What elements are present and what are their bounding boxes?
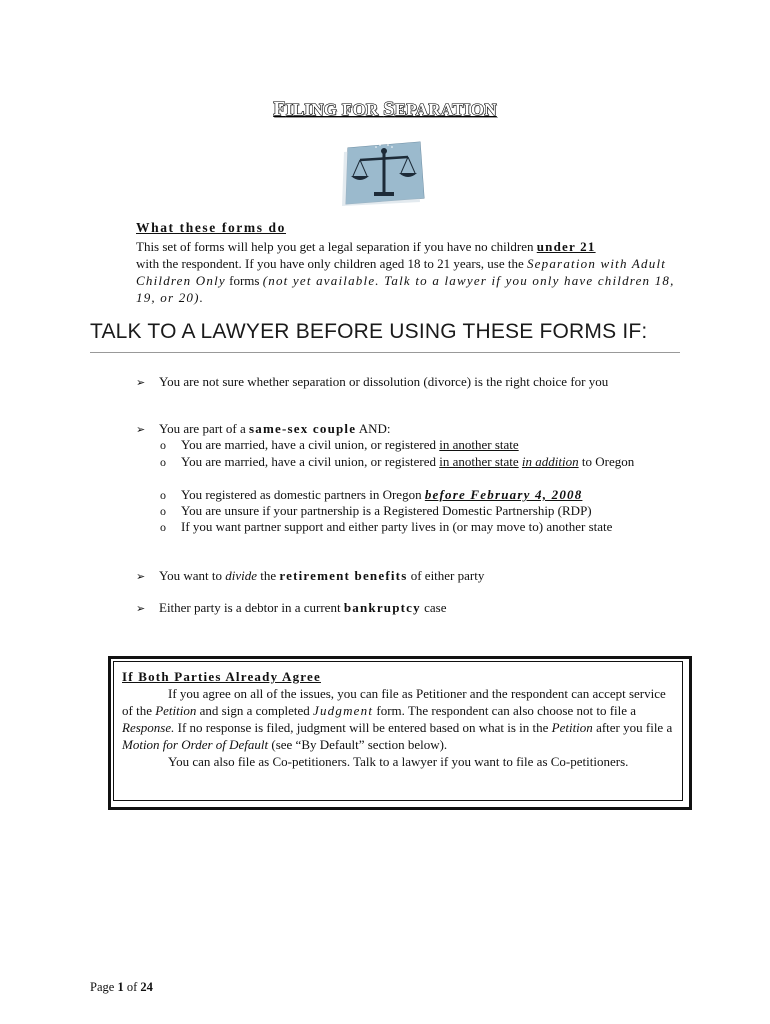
list-item: You registered as domestic partners in Oregon before February 4, 2008 [181, 487, 583, 502]
list-item: You are married, have a civil union, or registered in another state in addition to Oregon [181, 454, 635, 469]
lawyer-heading: TALK TO A LAWYER BEFORE USING THESE FORMS IF: [90, 320, 648, 343]
divider [90, 352, 680, 353]
box-paragraph: If you agree on all of the issues, you can file as Petitioner and the respondent can accept service of the Petition and sign a completed Judgment form. The respondent can also choose not to file a Response. If no response is filed, judgment will be entered based on what is in the Petition after you file a Motion for Order of Default (see “By Default” section below). [122, 686, 673, 752]
box-paragraph: You can also file as Co-petitioners. Talk to a lawyer if you want to file as Co-petitioners. [168, 754, 629, 769]
page-number: Page 1 of 24 [90, 980, 153, 994]
list-item: You want to divide the retirement benefits of either party [159, 568, 485, 583]
circle-bullet-icon: o [160, 504, 166, 518]
scales-of-justice-icon [340, 140, 426, 206]
circle-bullet-icon: o [160, 488, 166, 502]
arrow-bullet-icon: ➢ [136, 376, 146, 389]
circle-bullet-icon: o [160, 438, 166, 452]
list-item: You are unsure if your partnership is a Registered Domestic Partnership (RDP) [181, 503, 592, 518]
list-item: If you want partner support and either party lives in (or may move to) another state [181, 519, 613, 534]
list-item: You are married, have a civil union, or registered in another state [181, 437, 519, 452]
box-heading: If Both Parties Already Agree [122, 669, 321, 684]
agree-box [122, 668, 674, 770]
list-item: You are part of a same-sex couple AND: [159, 421, 391, 436]
intro-paragraph: This set of forms will help you get a legal separation if you have no children under 21 with the respondent. If you have only children aged 18 to 21 years, use the Separation with Adult Children Only forms (not yet available. Talk to a lawyer if you only have children 18, 19, or 20). [136, 239, 675, 305]
list-item: Either party is a debtor in a current bankruptcy case [159, 600, 447, 615]
arrow-bullet-icon: ➢ [136, 570, 146, 583]
page-title: FILING FOR SEPARATION [273, 98, 497, 120]
circle-bullet-icon: o [160, 455, 166, 469]
list-item: You are not sure whether separation or dissolution (divorce) is the right choice for you [159, 374, 609, 389]
circle-bullet-icon: o [160, 520, 166, 534]
section-heading: What these forms do [136, 220, 287, 235]
arrow-bullet-icon: ➢ [136, 602, 146, 615]
arrow-bullet-icon: ➢ [136, 423, 146, 436]
